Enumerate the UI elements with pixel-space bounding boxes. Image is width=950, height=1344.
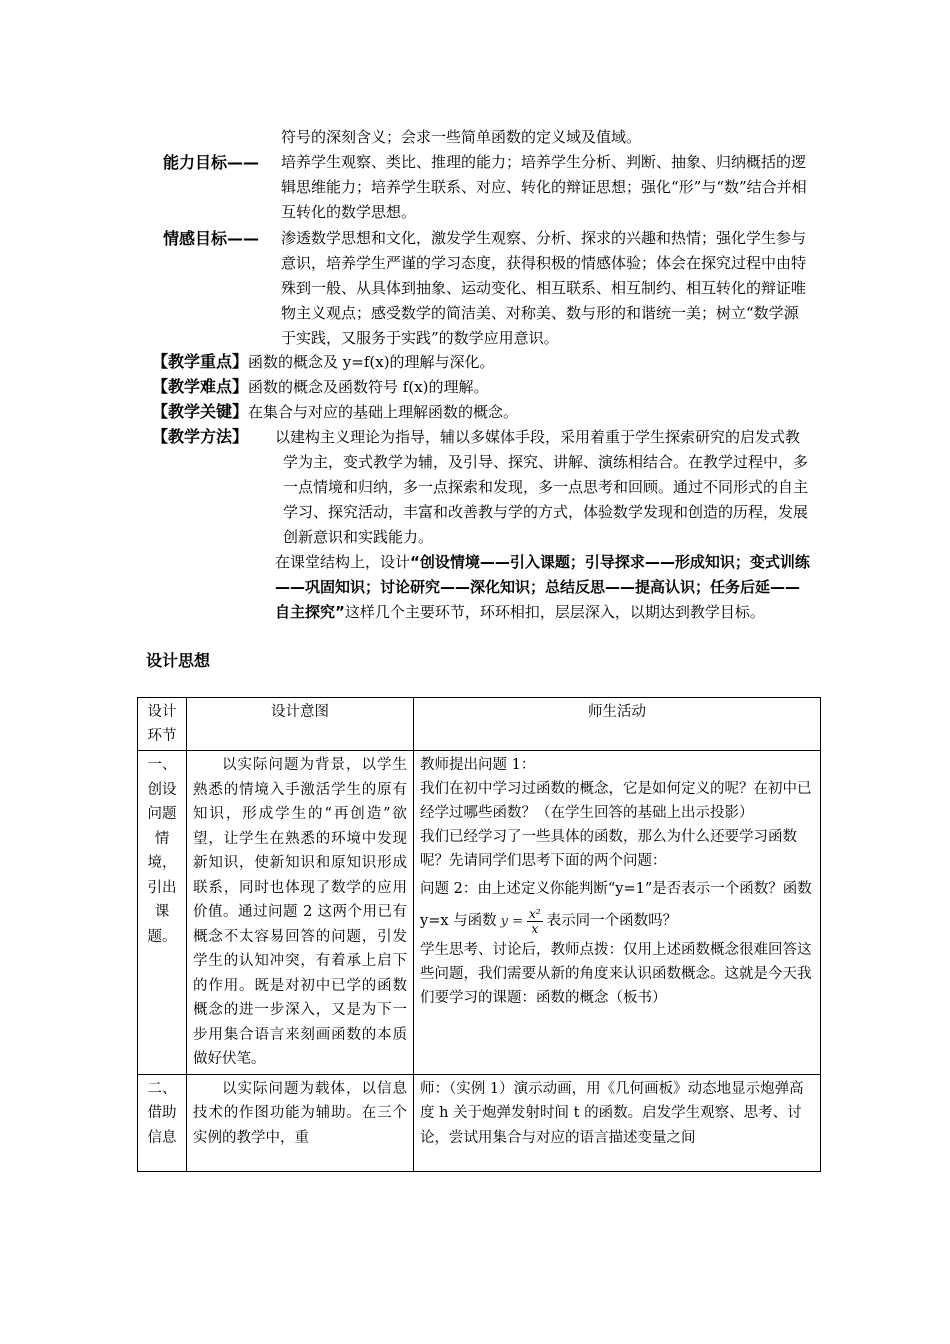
table-row bbox=[138, 751, 821, 1075]
class-structure-intro: 在课堂结构上，设计 bbox=[275, 553, 411, 571]
section-title: 设计思想 bbox=[146, 651, 211, 670]
formula-fraction bbox=[527, 907, 543, 936]
teaching-focus-text: 函数的概念及 y=f(x)的理解与深化。 bbox=[248, 353, 495, 371]
activity-line: 我们在初中学习过函数的概念，它是如何定义的呢？在初中已经学过哪些函数？（在学生回答的基础上出示投影） bbox=[420, 781, 812, 821]
teaching-key-row bbox=[152, 400, 518, 424]
activity-line: 我们已经学习了一些具体的函数，那么为什么还要学习函数呢？先请同学们思考下面的两个问题： bbox=[420, 829, 797, 869]
teaching-difficulty-row bbox=[152, 375, 489, 399]
emotion-objective-text: 渗透数学思想和文化，激发学生观察、分析、探求的兴趣和热情；强化学生参与意识，培养学生严谨的学习态度，获得积极的情感体验；体会在探究过程中由特殊到一般、从具体到抽象、运动变化、相互联系、相互制约、相互转化的辩证唯物主义观点；感受数学的简洁美、对称美、数与形的和谐统一美；树立“数学源于实践，又服务于实践”的数学应用意识。 bbox=[281, 229, 807, 347]
stage-cell: 二、借助信息 bbox=[138, 1074, 187, 1171]
ability-objective-text: 培养学生观察、类比、推理的能力；培养学生分析、判断、抽象、归纳概括的逻辑思维能力；培养学生联系、对应、转化的辩证思想；强化“形”与“数”结合并相互转化的数学思想。 bbox=[281, 153, 807, 221]
teaching-method-text: 以建构主义理论为指导，辅以多媒体手段，采用着重于学生探索研究的启发式教学为主，变式教学为辅，及引导、探究、讲解、演练相结合。在教学过程中，多一点情境和归纳，多一点探索和发现，多一点思考和回顾。通过不同形式的自主学习、探究活动，丰富和改善教与学的方式，体验数学发现和创造的历程，发展创新意识和实践能力。 bbox=[275, 428, 809, 546]
activity-line: 教师提出问题 1： bbox=[420, 757, 536, 773]
table-row bbox=[138, 1074, 821, 1171]
header-intent: 设计意图 bbox=[187, 698, 414, 751]
ability-objective-label: 能力目标—— bbox=[163, 153, 260, 172]
intent-cell: 以实际问题为载体，以信息技术的作图功能为辅助。在三个实例的教学中，重 bbox=[187, 1074, 414, 1171]
teaching-method-row bbox=[152, 425, 248, 449]
formula-lhs: y = bbox=[500, 914, 524, 929]
class-structure-tail: 这样几个主要环节，环环相扣，层层深入，以期达到教学目标。 bbox=[344, 603, 765, 621]
table-header-row bbox=[138, 698, 821, 751]
class-structure-stages: “创设情境——引入课题；引导探求——形成知识；变式训练——巩固知识；讨论研究——深化知识；总结反思——提高认识；任务后延——自主探究” bbox=[275, 553, 810, 621]
header-stage: 设计环节 bbox=[138, 698, 187, 751]
teaching-focus-row bbox=[152, 350, 495, 374]
activity-cell bbox=[414, 751, 821, 1075]
knowledge-objective-tail: 符号的深刻含义；会求一些简单函数的定义域及值域。 bbox=[281, 128, 642, 146]
teaching-difficulty-label: 【教学难点】 bbox=[152, 377, 249, 396]
intent-cell: 以实际问题为背景，以学生熟悉的情境入手激活学生的原有知识，形成学生的“再创造”欲望，让学生在熟悉的环境中发现新知识，使新知识和原知识形成联系，同时也体现了数学的应用价值。通过问题 2 这两个用已有概念不太容易回答的问题，引发学生的认知冲突，有着承上启下的作用。既是对初中已学的函数概念的进一步深入，又是为下一步用集合语言来刻画函数的本质做好伏笔。 bbox=[187, 751, 414, 1075]
teaching-method-body bbox=[275, 425, 811, 625]
header-activity: 师生活动 bbox=[414, 698, 821, 751]
teaching-key-label: 【教学关键】 bbox=[152, 402, 249, 421]
design-table bbox=[137, 697, 821, 1172]
activity-line-formula bbox=[420, 873, 814, 938]
teaching-method-label: 【教学方法】 bbox=[152, 427, 249, 446]
teaching-key-text: 在集合与对应的基础上理解函数的概念。 bbox=[248, 403, 519, 421]
stage-cell: 一、创设问题情境，引出课题。 bbox=[138, 751, 187, 1075]
formula-numerator: x² bbox=[529, 906, 541, 921]
class-structure-paragraph bbox=[275, 550, 811, 625]
teaching-difficulty-text: 函数的概念及函数符号 f(x)的理解。 bbox=[248, 378, 489, 396]
emotion-objective-label: 情感目标—— bbox=[163, 229, 260, 248]
activity-question-tail: 表示同一个函数吗？ bbox=[546, 913, 678, 929]
activity-cell: 师：（实例 1）演示动画，用《几何画板》动态地显示炮弹高度 h 关于炮弹发射时间 t 的函数。启发学生观察、思考、讨论，尝试用集合与对应的语言描述变量之间 bbox=[414, 1074, 821, 1171]
activity-question-text: 问题 2：由上述定义你能判断“y=1”是否表示一个函数？函数 y=x 与函数 bbox=[420, 881, 812, 929]
formula-denominator: x bbox=[531, 921, 539, 936]
activity-line: 学生思考、讨论后，教师点拨：仅用上述函数概念很难回答这些问题，我们需要从新的角度来认识函数概念。这就是今天我们要学习的课题：函数的概念（板书） bbox=[420, 942, 812, 1006]
teaching-focus-label: 【教学重点】 bbox=[152, 352, 249, 371]
